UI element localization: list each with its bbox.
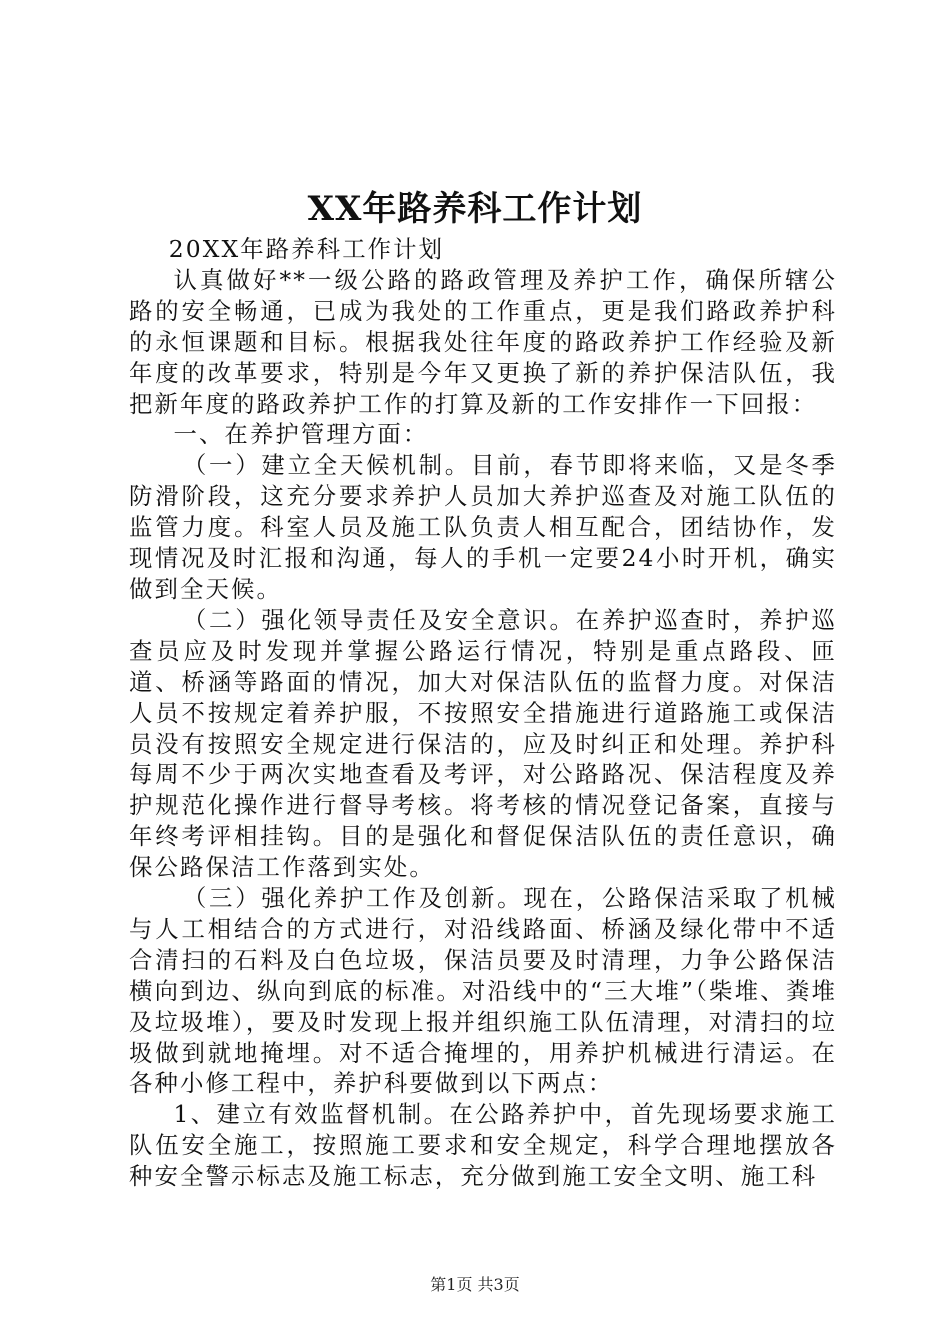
item-3-paragraph: （三）强化养护工作及创新。现在，公路保洁采取了机械与人工相结合的方式进行，对沿线路面、桥涵及绿化带中不适合清扫的石料及白色垃圾，保洁员要及时清理，力争公路保洁横向到边、纵向到底的标准。对沿线中的“三大堆”（柴堆、粪堆及垃圾堆），要及时发现上报并组织施工队伍清理，对清扫的垃圾做到就地掩埋。对不适合掩埋的，用养护机械进行清运。在各种小修工程中，养护科要做到以下两点： bbox=[129, 884, 837, 1098]
section-heading: 一、在养护管理方面： bbox=[173, 420, 429, 449]
subitem-1-paragraph: 1、建立有效监督机制。在公路养护中，首先现场要求施工队伍安全施工，按照施工要求和安全规定，科学合理地摆放各种安全警示标志及施工标志，充分做到施工安全文明、施工科 bbox=[129, 1100, 837, 1191]
subtitle-paragraph: 20XX年路养科工作计划 bbox=[168, 235, 445, 263]
page-number-footer: 第1页 共3页 bbox=[430, 1275, 520, 1294]
item-2-paragraph: （二）强化领导责任及安全意识。在养护巡查时，养护巡查员应及时发现并掌握公路运行情况，特别是重点路段、匝道、桥涵等路面的情况，加大对保洁队伍的监督力度。对保洁人员不按规定着养护服，不按照安全措施进行道路施工或保洁员没有按照安全规定进行保洁的，应及时纠正和处理。养护科每周不少于两次实地查看及考评，对公路路况、保洁程度及养护规范化操作进行督导考核。将考核的情况登记备案，直接与年终考评相挂钩。目的是强化和督促保洁队伍的责任意识，确保公路保洁工作落到实处。 bbox=[129, 605, 837, 882]
item-1-paragraph: （一）建立全天候机制。目前，春节即将来临，又是冬季防滑阶段，这充分要求养护人员加大养护巡查及对施工队伍的监管力度。科室人员及施工队负责人相互配合，团结协作，发现情况及时汇报和沟通，每人的手机一定要24小时开机，确实做到全天候。 bbox=[129, 451, 837, 603]
document-body bbox=[129, 234, 837, 1192]
intro-paragraph: 认真做好**一级公路的路政管理及养护工作，确保所辖公路的安全畅通，已成为我处的工作重点，更是我们路政养护科的永恒课题和目标。根据我处往年度的路政养护工作经验及新年度的改革要求，特别是今年又更换了新的养护保洁队伍，我把新年度的路政养护工作的打算及新的工作安排作一下回报： bbox=[129, 265, 837, 418]
document-title: XX年路养科工作计划 bbox=[307, 189, 643, 229]
